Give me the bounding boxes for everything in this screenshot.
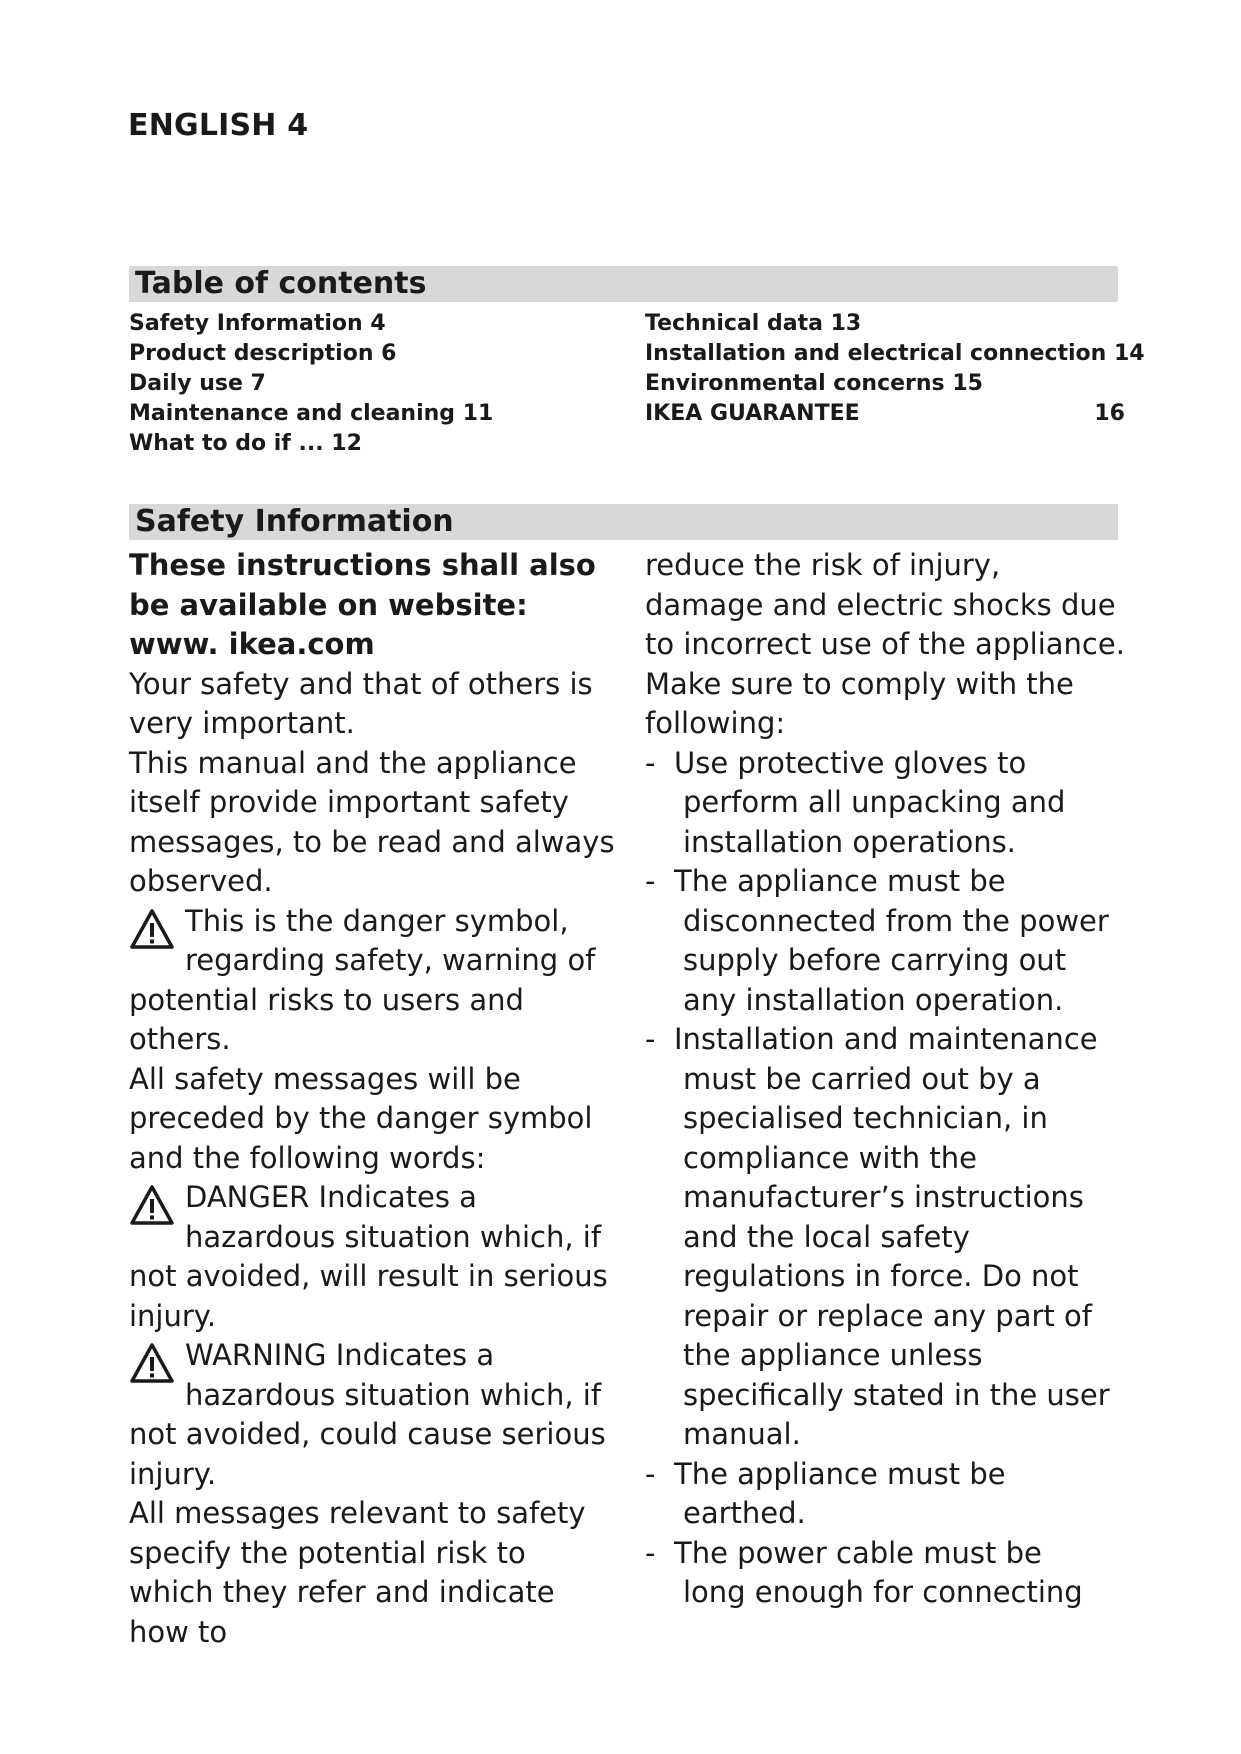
toc-guarantee-label: IKEA GUARANTEE: [645, 401, 860, 426]
warning-note: [129, 1336, 619, 1494]
toc-guarantee-page: 16: [1094, 401, 1125, 426]
toc-right-column: [645, 309, 1145, 429]
toc-header-bar: [129, 266, 1118, 302]
bullet-item: [645, 1534, 1125, 1613]
toc-entry[interactable]: What to do if ... 12: [129, 431, 362, 456]
bullet-dash: -: [645, 864, 656, 898]
safety-paragraph: Your safety and that of others is very important.: [129, 666, 593, 740]
bullet-first-line: Installation and maintenance: [674, 1022, 1098, 1056]
bullet-first-line: The appliance must be: [674, 1456, 1006, 1491]
toc-left-column: [129, 309, 493, 459]
symbol-text-line: WARNING Indicates a: [185, 1338, 495, 1372]
safety-right-column: [645, 546, 1125, 1613]
toc-entry[interactable]: Daily use 7: [129, 371, 266, 396]
safety-paragraph: All messages relevant to safety specify the potential risk to which they refer and indicate how to: [129, 1496, 586, 1649]
danger-note: [129, 1178, 619, 1336]
toc-entry[interactable]: Safety Information 4: [129, 311, 386, 336]
bullet-first-line: The power cable must be: [674, 1535, 1042, 1570]
bullet-item: [645, 862, 1125, 1020]
bullet-dash: -: [645, 1535, 656, 1570]
bullet-first-line: Use protective gloves to: [674, 745, 1027, 780]
bullet-dash: -: [645, 1456, 656, 1491]
symbol-text-continuation: not avoided, will result in serious injury.: [129, 1259, 608, 1333]
toc-entry[interactable]: Technical data 13: [645, 311, 862, 336]
safety-paragraph: reduce the risk of injury, damage and electric shocks due to incorrect use of the appliance.: [645, 548, 1125, 661]
toc-entry[interactable]: Environmental concerns 15: [645, 371, 983, 396]
safety-paragraph: This manual and the appliance itself provide important safety messages, to be read and always observed.: [129, 745, 615, 898]
safety-paragraph: Make sure to comply with the following:: [645, 666, 1074, 740]
bullet-dash: -: [645, 745, 656, 780]
bullet-dash: -: [645, 1022, 656, 1056]
warning-triangle-icon: [129, 908, 175, 950]
safety-title: Safety Information: [135, 504, 454, 539]
symbol-text-line: hazardous situation which, if: [185, 1377, 602, 1412]
bullet-first-line: The appliance must be: [674, 864, 1006, 898]
website-notice: These instructions shall also be available on website: www. ikea.com: [129, 548, 596, 661]
toc-entry[interactable]: Maintenance and cleaning 11: [129, 401, 494, 426]
language-heading: ENGLISH 4: [128, 108, 309, 143]
bullet-continuation: long enough for connecting: [683, 1575, 1083, 1609]
toc-entry[interactable]: Installation and electrical connection 14: [645, 341, 1145, 366]
toc-title: Table of contents: [135, 266, 427, 301]
symbol-text-continuation: potential risks to users and others.: [129, 982, 524, 1056]
warning-triangle-icon: [129, 1184, 175, 1226]
danger-symbol-note: [129, 902, 619, 1060]
toc-entry[interactable]: Product description 6: [129, 341, 397, 366]
symbol-text-line: hazardous situation which, if: [185, 1219, 602, 1254]
bullet-continuation: must be carried out by a specialised technician, in compliance with the manufacturer’s instructions and the local safety regulations in force. Do not repair or replace any part of the appliance unless specifically stated in the user manual.: [683, 1061, 1110, 1451]
bullet-item: [645, 1455, 1125, 1534]
symbol-text-line: This is the danger symbol,: [185, 903, 569, 938]
safety-left-column: [129, 546, 619, 1652]
bullet-item: [645, 744, 1125, 863]
symbol-text-continuation: not avoided, could cause serious injury.: [129, 1417, 606, 1491]
symbol-text-line: regarding safety, warning of: [185, 943, 596, 977]
warning-triangle-icon: [129, 1342, 175, 1384]
safety-paragraph: All safety messages will be preceded by the danger symbol and the following words:: [129, 1061, 593, 1175]
bullet-continuation: earthed.: [683, 1496, 806, 1530]
bullet-continuation: perform all unpacking and installation operations.: [683, 785, 1066, 859]
toc-entry-guarantee[interactable]: [645, 399, 1125, 429]
bullet-item: [645, 1020, 1125, 1455]
symbol-text-line: DANGER Indicates a: [185, 1180, 477, 1214]
bullet-continuation: disconnected from the power supply before carrying out any installation operation.: [683, 903, 1109, 1017]
safety-header-bar: [129, 504, 1118, 540]
